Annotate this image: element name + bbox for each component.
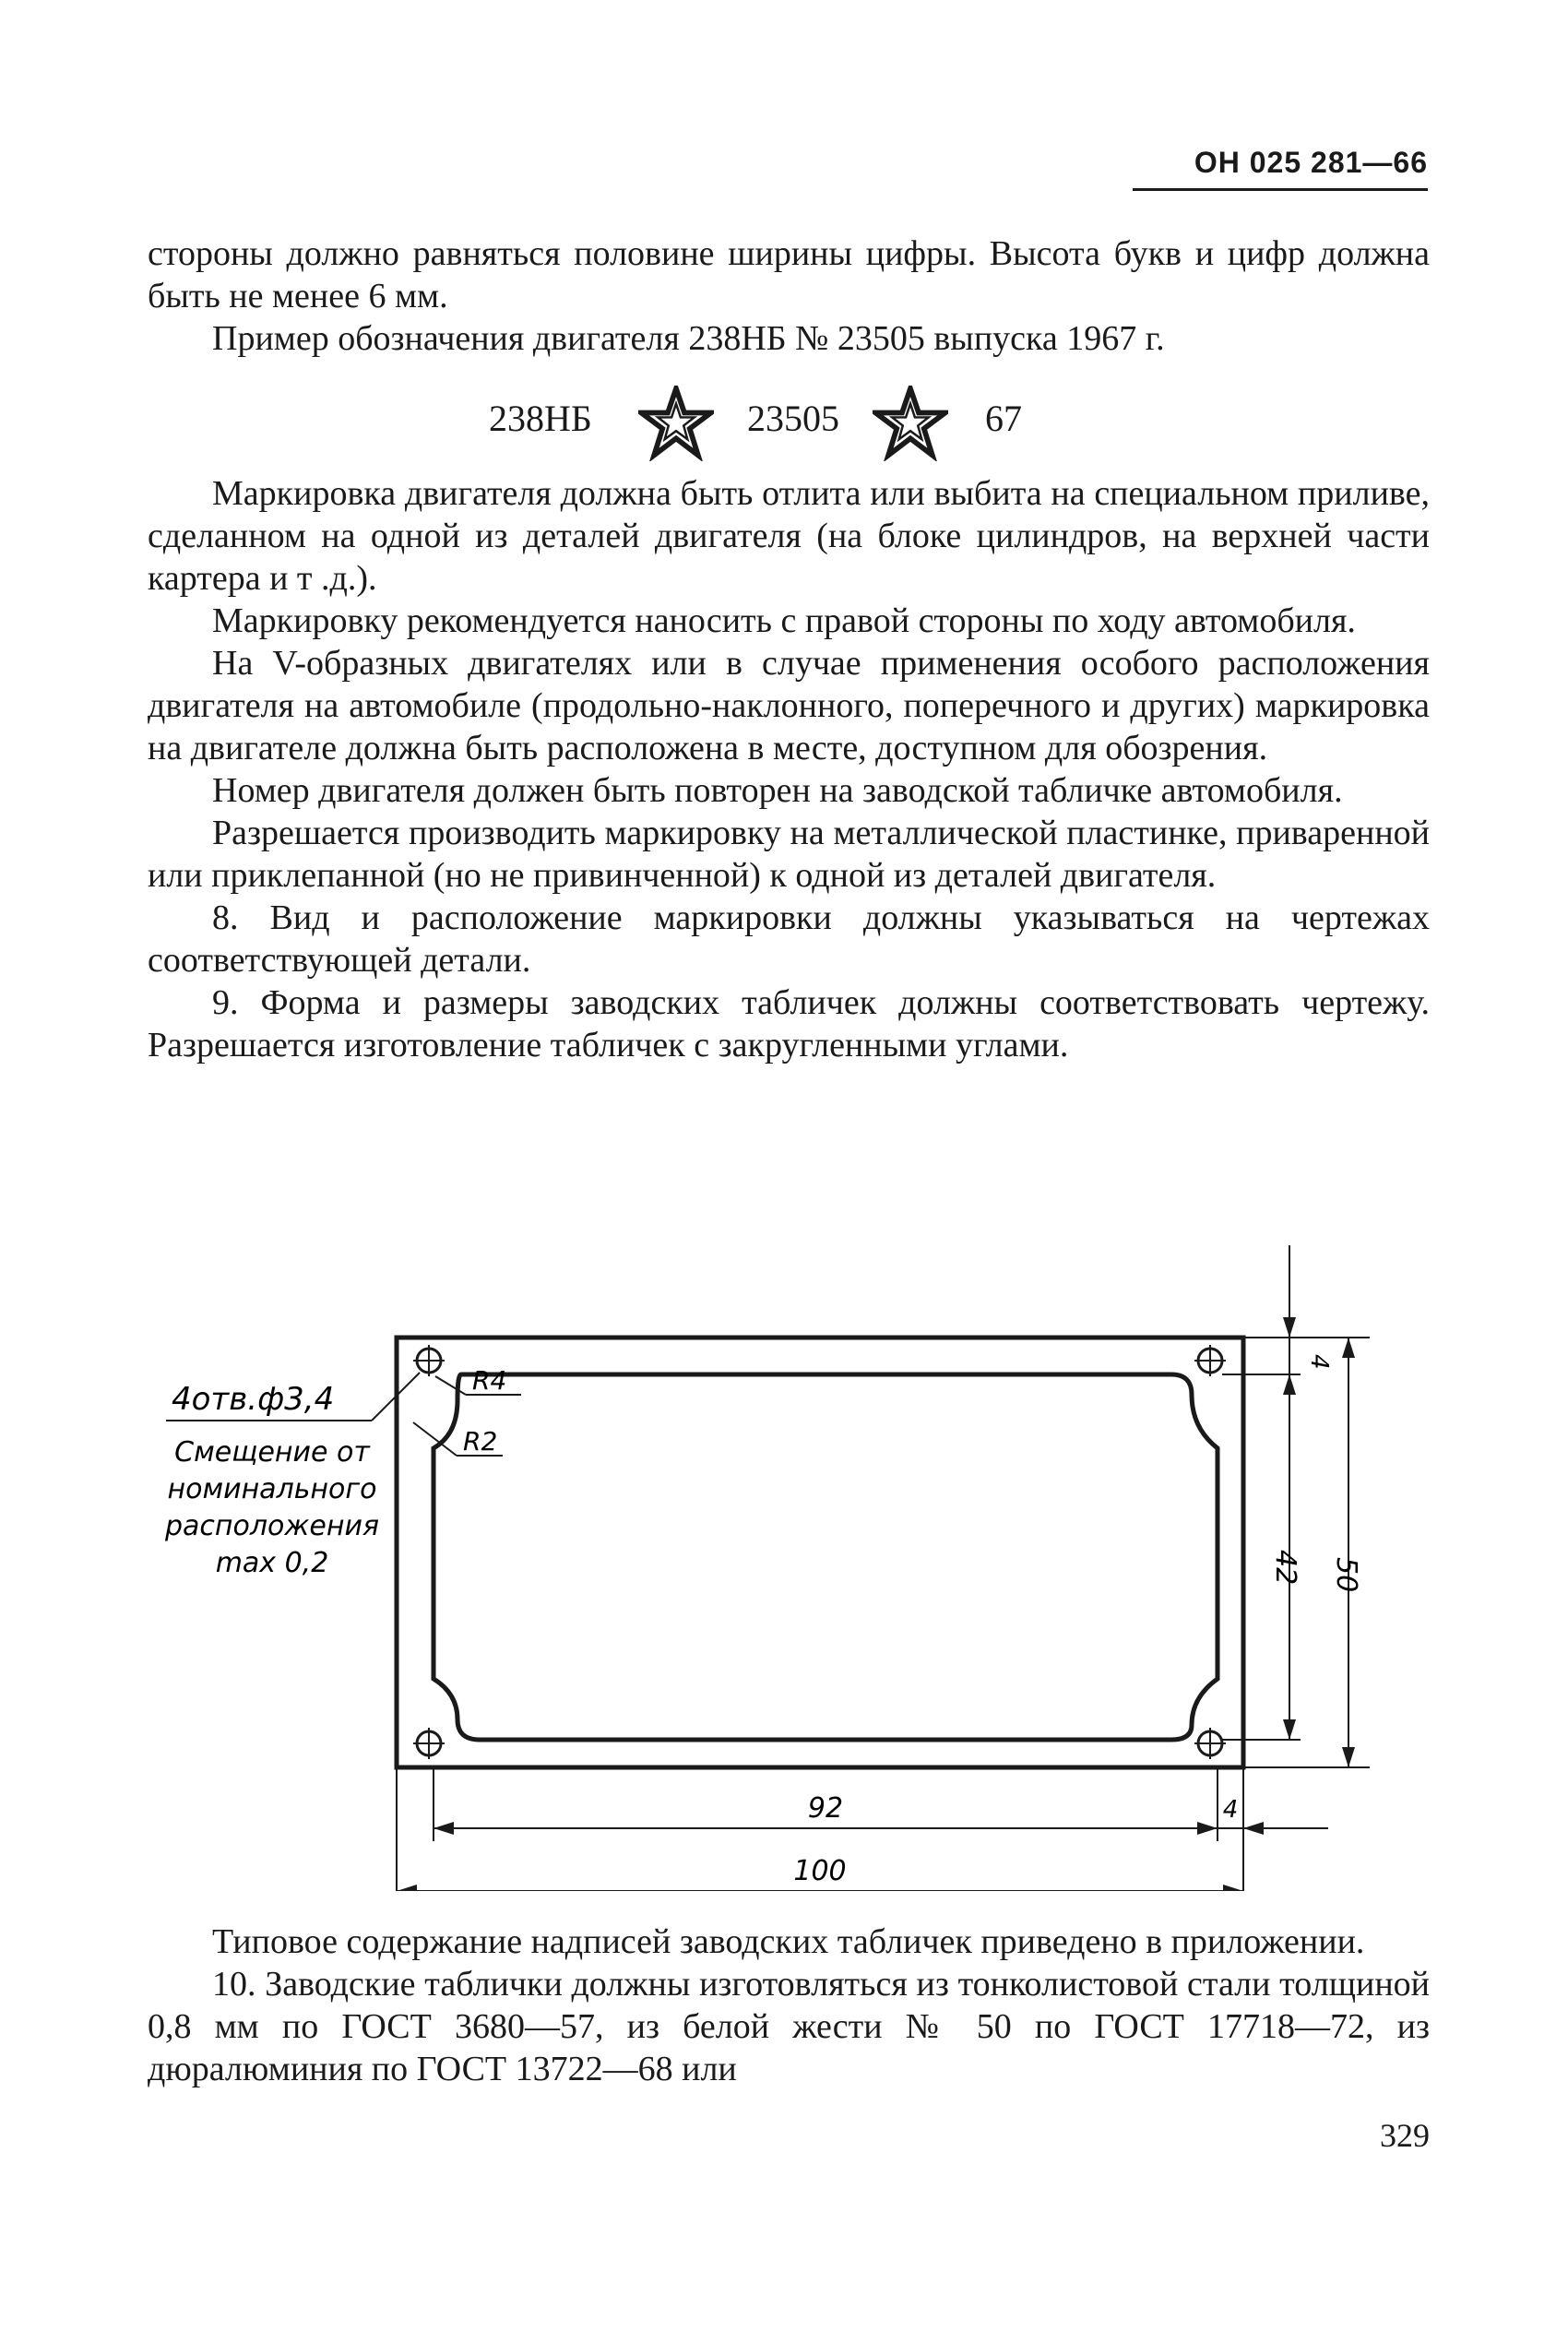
dim-margin-right: 4: [1222, 1796, 1239, 1824]
example-model: 238НБ: [489, 398, 592, 439]
offset-label: max 0,2: [215, 1547, 329, 1579]
document-code: ОН 025 281—66: [1194, 146, 1428, 179]
nameplate-drawing: [138, 1245, 1430, 1891]
mounting-hole: [1194, 1728, 1226, 1759]
dim-inner-width: 92: [807, 1792, 844, 1825]
dim-inner-height: 42: [1269, 1550, 1301, 1586]
star-icon: [873, 386, 948, 461]
offset-label: Смещение от: [174, 1436, 370, 1469]
marking-example: [0, 376, 1568, 459]
offset-label: номинального: [167, 1473, 377, 1505]
radius-inner-label: R2: [463, 1426, 498, 1457]
mounting-hole: [413, 1728, 445, 1759]
mounting-hole: [1194, 1345, 1226, 1376]
text-block-closing: [148, 1921, 1430, 2090]
inner-frame: [434, 1374, 1218, 1740]
example-number: 23505: [747, 398, 839, 439]
header-rule: [1133, 188, 1428, 191]
paragraph-example-intro: Пример обозначения двигателя 238НБ № 23505 выпуска 1967 г.: [212, 319, 1165, 358]
paragraph-engine-number: Номер двигателя должен быть повторен на заводской табличке автомобиля.: [212, 771, 1343, 810]
example-year: 67: [985, 398, 1022, 439]
text-block-main: [148, 472, 1430, 1066]
paragraph-item-10: 10. Заводские таблички должны изготовляться из тонколистовой стали толщиной 0,8 мм по ГОСТ 3680—57, из белой жести № 50 по ГОСТ 17718—72, из дюралюминия по ГОСТ 13722—68 или: [148, 1965, 1430, 2088]
dim-total-width: 100: [793, 1855, 847, 1887]
dim-margin-top: 4: [1305, 1354, 1333, 1370]
page-number: 329: [1380, 2117, 1430, 2154]
radius-outer-label: R4: [472, 1365, 507, 1396]
holes-label: 4отв.ф3,4: [172, 1381, 335, 1418]
paragraph-marking-side: Маркировку рекомендуется наносить с правой стороны по ходу автомобиля.: [212, 601, 1356, 640]
dim-total-height: 50: [1330, 1557, 1362, 1593]
mounting-hole: [413, 1345, 445, 1376]
paragraph-metal-plate: Разрешается производить маркировку на металлической пластинке, приваренной или приклепанной (но не привинченной) к одной из деталей двигателя.: [148, 814, 1430, 895]
paragraph-item-8: 8. Вид и расположение маркировки должны указываться на чертежах соответствующей детали.: [148, 898, 1430, 980]
paragraph-v-engines: На V-образных двигателях или в случае применения особого расположения двигателя на автомобиле (продольно-наклонного, поперечного и других) маркировка на двигателе должна быть расположена в месте, доступном для обозрения.: [148, 644, 1430, 767]
star-icon: [638, 386, 714, 461]
paragraph-marking-cast: Маркировка двигателя должна быть отлита или выбита на специальном приливе, сделанном на одной из деталей двигателя (на блоке цилиндров, на верхней части картера и т .д.).: [148, 474, 1430, 598]
paragraph-continuation: стороны должно равняться половине ширины цифры. Высота букв и цифр должна быть не менее 6 мм.: [148, 234, 1430, 315]
paragraph-item-9: 9. Форма и размеры заводских табличек должны соответствовать чертежу. Разрешается изготовление табличек с закругленными углами.: [148, 983, 1430, 1064]
paragraph-inscriptions: Типовое содержание надписей заводских табличек приведено в приложении.: [212, 1922, 1365, 1961]
offset-label: расположения: [164, 1510, 380, 1542]
text-block-intro: [148, 232, 1430, 360]
plate-outline: [397, 1338, 1243, 1767]
